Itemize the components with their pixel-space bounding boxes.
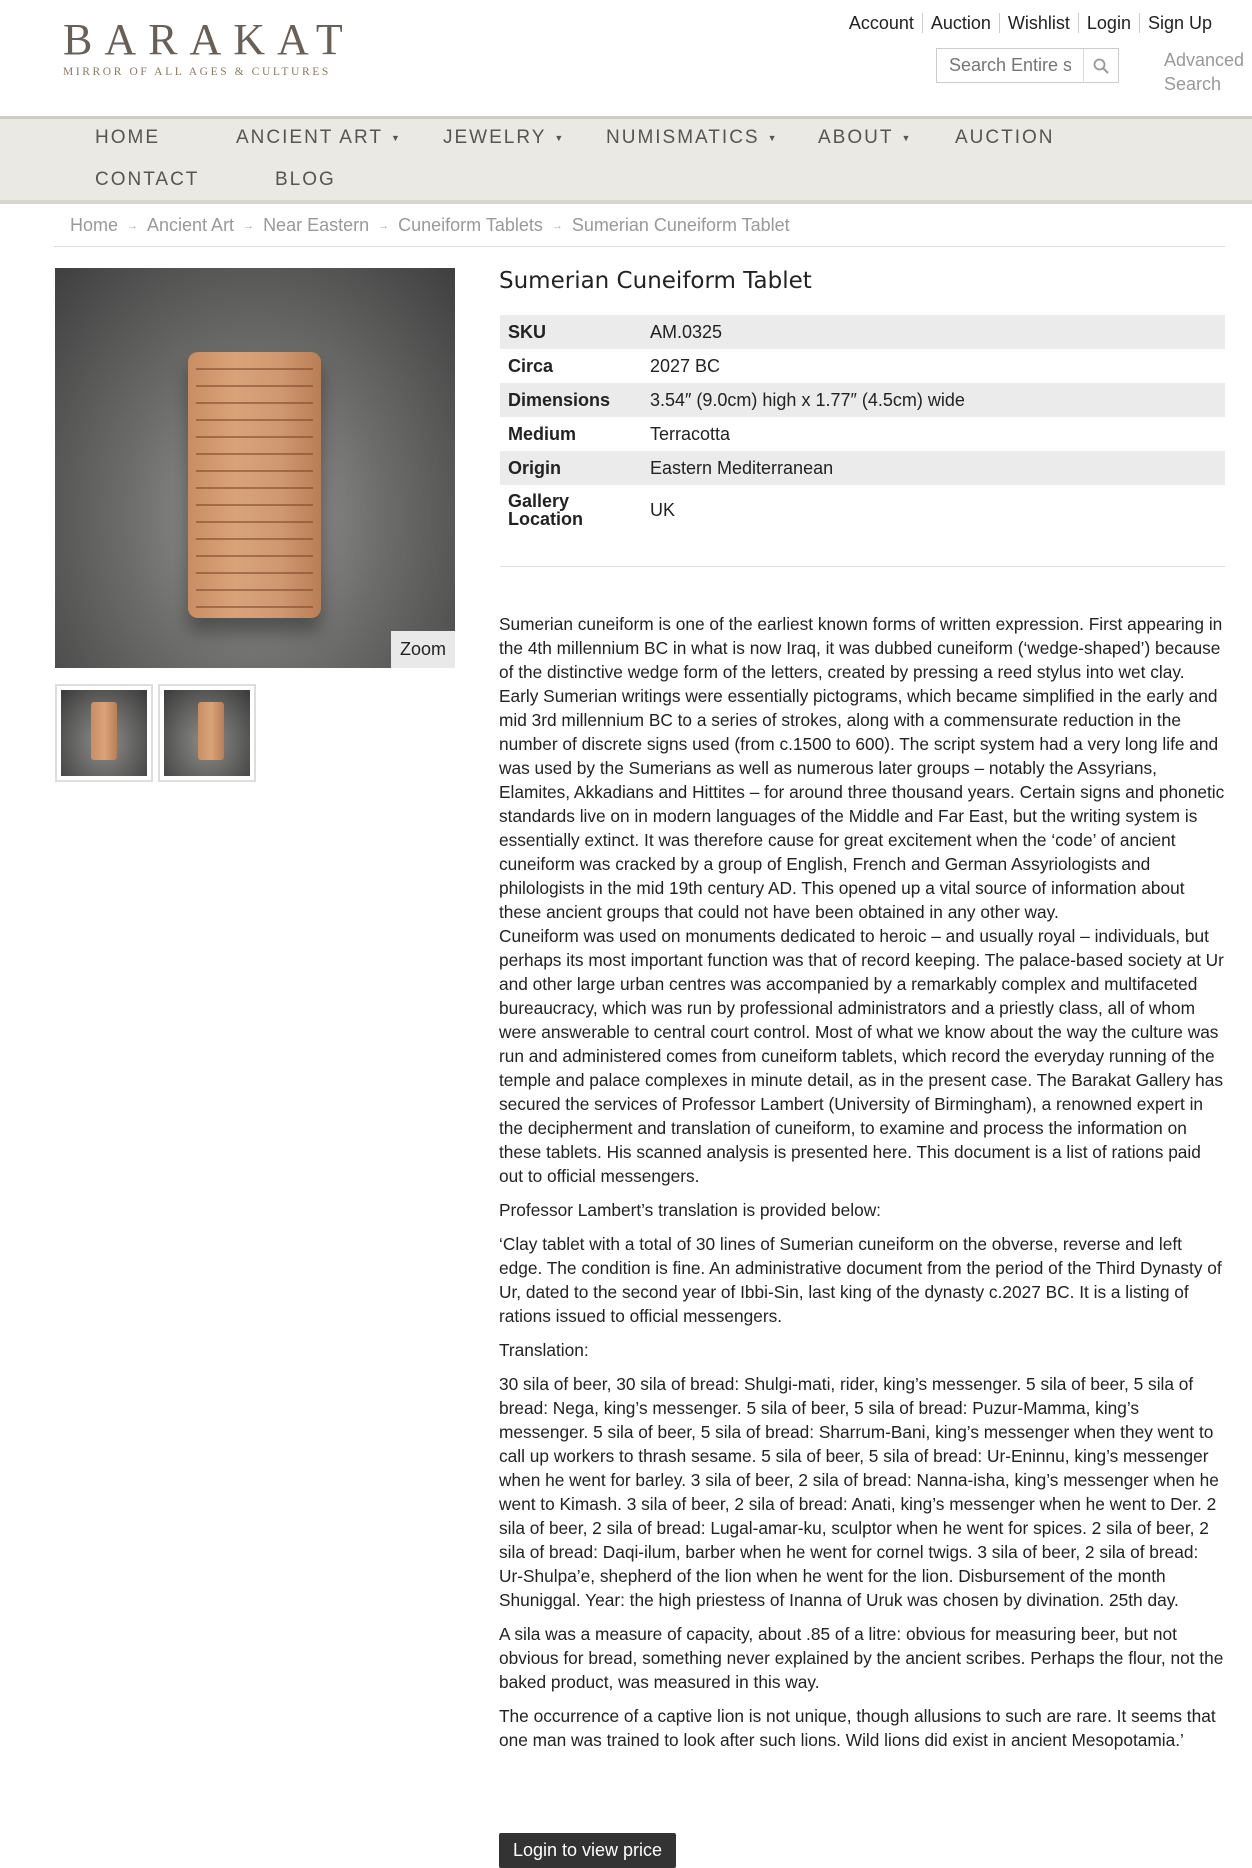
- product-title: Sumerian Cuneiform Tablet: [499, 268, 812, 294]
- site-header: [0, 0, 1252, 116]
- account-links: [841, 13, 1220, 33]
- chevron-down-icon: ▼: [901, 133, 911, 143]
- nav-jewelry-label: JEWELRY: [443, 127, 547, 148]
- nav-contact-label: CONTACT: [95, 169, 200, 190]
- nav-numismatics-label: NUMISMATICS: [606, 127, 760, 148]
- arrow-right-icon: →: [551, 219, 563, 232]
- description-paragraph: 30 sila of beer, 30 sila of bread: Shulgi-mati, rider, king’s messenger. 5 sila of beer, 5 sila of bread: Nega, king’s messenger. 5 sila of beer, 5 sila of bread: Puzur-Mamma, king’s messenger. 5 sila of beer, 5 sila of bread: Sharrum-Bani, king’s messenger when they went to call up workers to thrash sesame. 5 sila of beer, 5 sila of bread: Ur-Eninnu, king’s messenger when he went for barley. 3 sila of beer, 2 sila of bread: Nanna-isha, king’s messenger when he went to Kimash. 3 sila of beer, 2 sila of bread: Anati, king’s messenger when he went to Der. 2 sila of beer, 2 sila of bread: Lugal-amar-ku, sculptor when he went for spices. 2 sila of beer, 2 sila of bread: Daqi-ilum, barber when he went for cornel twigs. 3 sila of beer, 2 sila of bread: Ur-Shulpa’e, shepherd of the lion when he went for the lion. Disbursement of the month Shuniggal. Year: the high priestess of Inanna of Uruk was chosen by divination. 25th day.: [499, 1374, 1219, 1610]
- wishlist-link[interactable]: Wishlist: [999, 13, 1078, 33]
- arrow-right-icon: →: [243, 219, 255, 232]
- spec-label: Origin: [500, 451, 642, 485]
- main-nav: [0, 116, 1252, 204]
- spec-label: Gallery Location: [508, 491, 583, 529]
- description-paragraph: ‘Clay tablet with a total of 30 lines of Sumerian cuneiform on the obverse, reverse and left edge. The condition is fine. An administrative document from the period of the Third Dynasty of Ur, dated to the second year of Ibbi-Sin, last king of the dynasty c.2027 BC. It is a listing of rations issued to official messengers.: [499, 1234, 1222, 1326]
- breadcrumb-current: Sumerian Cuneiform Tablet: [571, 215, 790, 235]
- spec-row-medium: [500, 417, 1225, 451]
- nav-about[interactable]: [818, 127, 910, 149]
- product-thumbnail-2[interactable]: [158, 684, 256, 782]
- login-to-view-price-button[interactable]: Login to view price: [499, 1833, 676, 1868]
- chevron-down-icon: ▼: [554, 133, 564, 143]
- description-paragraph: Cuneiform was used on monuments dedicated to heroic – and usually royal – individuals, but perhaps its most important function was that of record keeping. The palace-based society at Ur and other large urban centres was accompanied by a remarkably complex and multifaceted bureaucracy, which was run by professional administrators and a priestly class, all of whom were answerable to central court control. Most of what we know about the way the culture was run and administered comes from cuneiform tablets, which record the everyday running of the temple and palace complexes in minute detail, as in the present case. The Barakat Gallery has secured the services of Professor Lambert (University of Birmingham), a renowned expert in the decipherment and translation of cuneiform, to examine and process the information on these tablets. His scanned analysis is presented here. This document is a list of rations paid out to official messengers.: [499, 926, 1224, 1186]
- nav-auction-label: AUCTION: [955, 127, 1055, 148]
- search-input[interactable]: [937, 49, 1083, 82]
- brand-tagline: MIRROR OF ALL AGES & CULTURES: [63, 66, 331, 78]
- divider: [54, 246, 1225, 247]
- arrow-right-icon: →: [127, 219, 139, 232]
- description-paragraph: A sila was a measure of capacity, about .85 of a litre: obvious for measuring beer, but not obvious for bread, something never explained by the ancient scribes. Perhaps the flour, not the baked product, was measured in this way.: [499, 1624, 1224, 1692]
- chevron-down-icon: ▼: [390, 133, 400, 143]
- divider: [500, 566, 1225, 567]
- sign-up-link[interactable]: Sign Up: [1139, 13, 1220, 33]
- product-main-image[interactable]: [55, 268, 455, 668]
- spec-value: Eastern Mediterranean: [642, 451, 1225, 485]
- nav-contact[interactable]: [95, 169, 199, 191]
- spec-row-gallery-location: [500, 485, 1225, 535]
- login-link[interactable]: Login: [1078, 13, 1139, 33]
- advanced-search-link[interactable]: [1164, 48, 1244, 96]
- nav-numismatics[interactable]: [606, 127, 777, 149]
- spec-row-circa: [500, 349, 1225, 383]
- spec-value: 3.54″ (9.0cm) high x 1.77″ (4.5cm) wide: [642, 383, 1225, 417]
- description-paragraph: Professor Lambert’s translation is provided below:: [499, 1200, 881, 1220]
- nav-ancient-art-label: ANCIENT ART: [236, 127, 383, 148]
- description-paragraph: Translation:: [499, 1340, 589, 1360]
- description-paragraph: The occurrence of a captive lion is not unique, though allusions to such are rare. It seems that one man was trained to look after such lions. Wild lions did exist in ancient Mesopotamia.’: [499, 1706, 1216, 1750]
- spec-label: Medium: [508, 424, 577, 444]
- nav-jewelry[interactable]: [443, 127, 563, 149]
- spec-label: Dimensions: [500, 383, 642, 417]
- description-paragraph: Sumerian cuneiform is one of the earliest known forms of written expression. First appearing in the 4th millennium BC in what is now Iraq, it was dubbed cuneiform (‘wedge-shaped’) because of the distinctive wedge form of the letters, created by pressing a reed stylus into wet clay. Early Sumerian writings were essentially pictograms, which became simplified in the early and mid 3rd millennium BC to a series of strokes, along with a commensurate reduction in the number of discrete signs used (from c.1500 to 600). The script system had a very long life and was used by the Sumerians as well as numerous later groups – notably the Assyrians, Elamites, Akkadians and Hittites – for around three thousand years. Certain signs and phonetic standards live on in modern languages of the Middle and Far East, but the writing system is essentially extinct. It was therefore cause for great excitement when the ‘code’ of ancient cuneiform was cracked by a group of English, French and German Assyriologists and philologists in the mid 19th century AD. This opened up a vital source of information about these ancient groups that could not have been obtained in any other way.: [499, 614, 1225, 922]
- spec-value: Terracotta: [650, 423, 731, 444]
- breadcrumb: [70, 215, 790, 236]
- advanced-search-line2: Search: [1164, 74, 1222, 94]
- spec-label: Circa: [508, 356, 554, 376]
- product-thumbnail-1[interactable]: [55, 684, 153, 782]
- nav-home-label: HOME: [95, 127, 160, 148]
- brand-logo[interactable]: [63, 16, 355, 78]
- spec-row-origin: [500, 451, 1225, 485]
- auction-link[interactable]: Auction: [922, 13, 999, 33]
- brand-name: BARAKAT: [63, 15, 355, 64]
- breadcrumb-cuneiform-tablets[interactable]: Cuneiform Tablets: [398, 215, 543, 235]
- nav-blog-label: BLOG: [275, 169, 336, 190]
- chevron-down-icon: ▼: [767, 133, 777, 143]
- product-description: [499, 612, 1227, 1762]
- nav-ancient-art[interactable]: [236, 127, 400, 149]
- nav-auction[interactable]: [955, 127, 1055, 149]
- breadcrumb-near-eastern[interactable]: Near Eastern: [263, 215, 370, 235]
- advanced-search-line1: Advanced: [1164, 50, 1245, 70]
- zoom-button[interactable]: Zoom: [391, 631, 455, 668]
- breadcrumb-ancient-art[interactable]: Ancient Art: [147, 215, 235, 235]
- nav-home[interactable]: [95, 127, 160, 149]
- spec-label: SKU: [500, 315, 642, 349]
- tablet-image: [188, 352, 321, 618]
- search-button[interactable]: [1083, 49, 1118, 82]
- account-link[interactable]: Account: [848, 13, 914, 33]
- spec-row-sku: [500, 315, 1225, 349]
- nav-blog[interactable]: [275, 169, 336, 191]
- arrow-right-icon: →: [378, 219, 390, 232]
- spec-row-dimensions: [500, 383, 1225, 417]
- search-box: [936, 48, 1119, 83]
- spec-value: AM.0325: [642, 315, 1225, 349]
- spec-value: 2027 BC: [650, 355, 721, 376]
- nav-about-label: ABOUT: [818, 127, 894, 148]
- spec-value: UK: [650, 499, 676, 520]
- breadcrumb-home[interactable]: Home: [70, 215, 119, 235]
- product-specs-table: [500, 315, 1225, 535]
- search-icon: [1093, 58, 1109, 74]
